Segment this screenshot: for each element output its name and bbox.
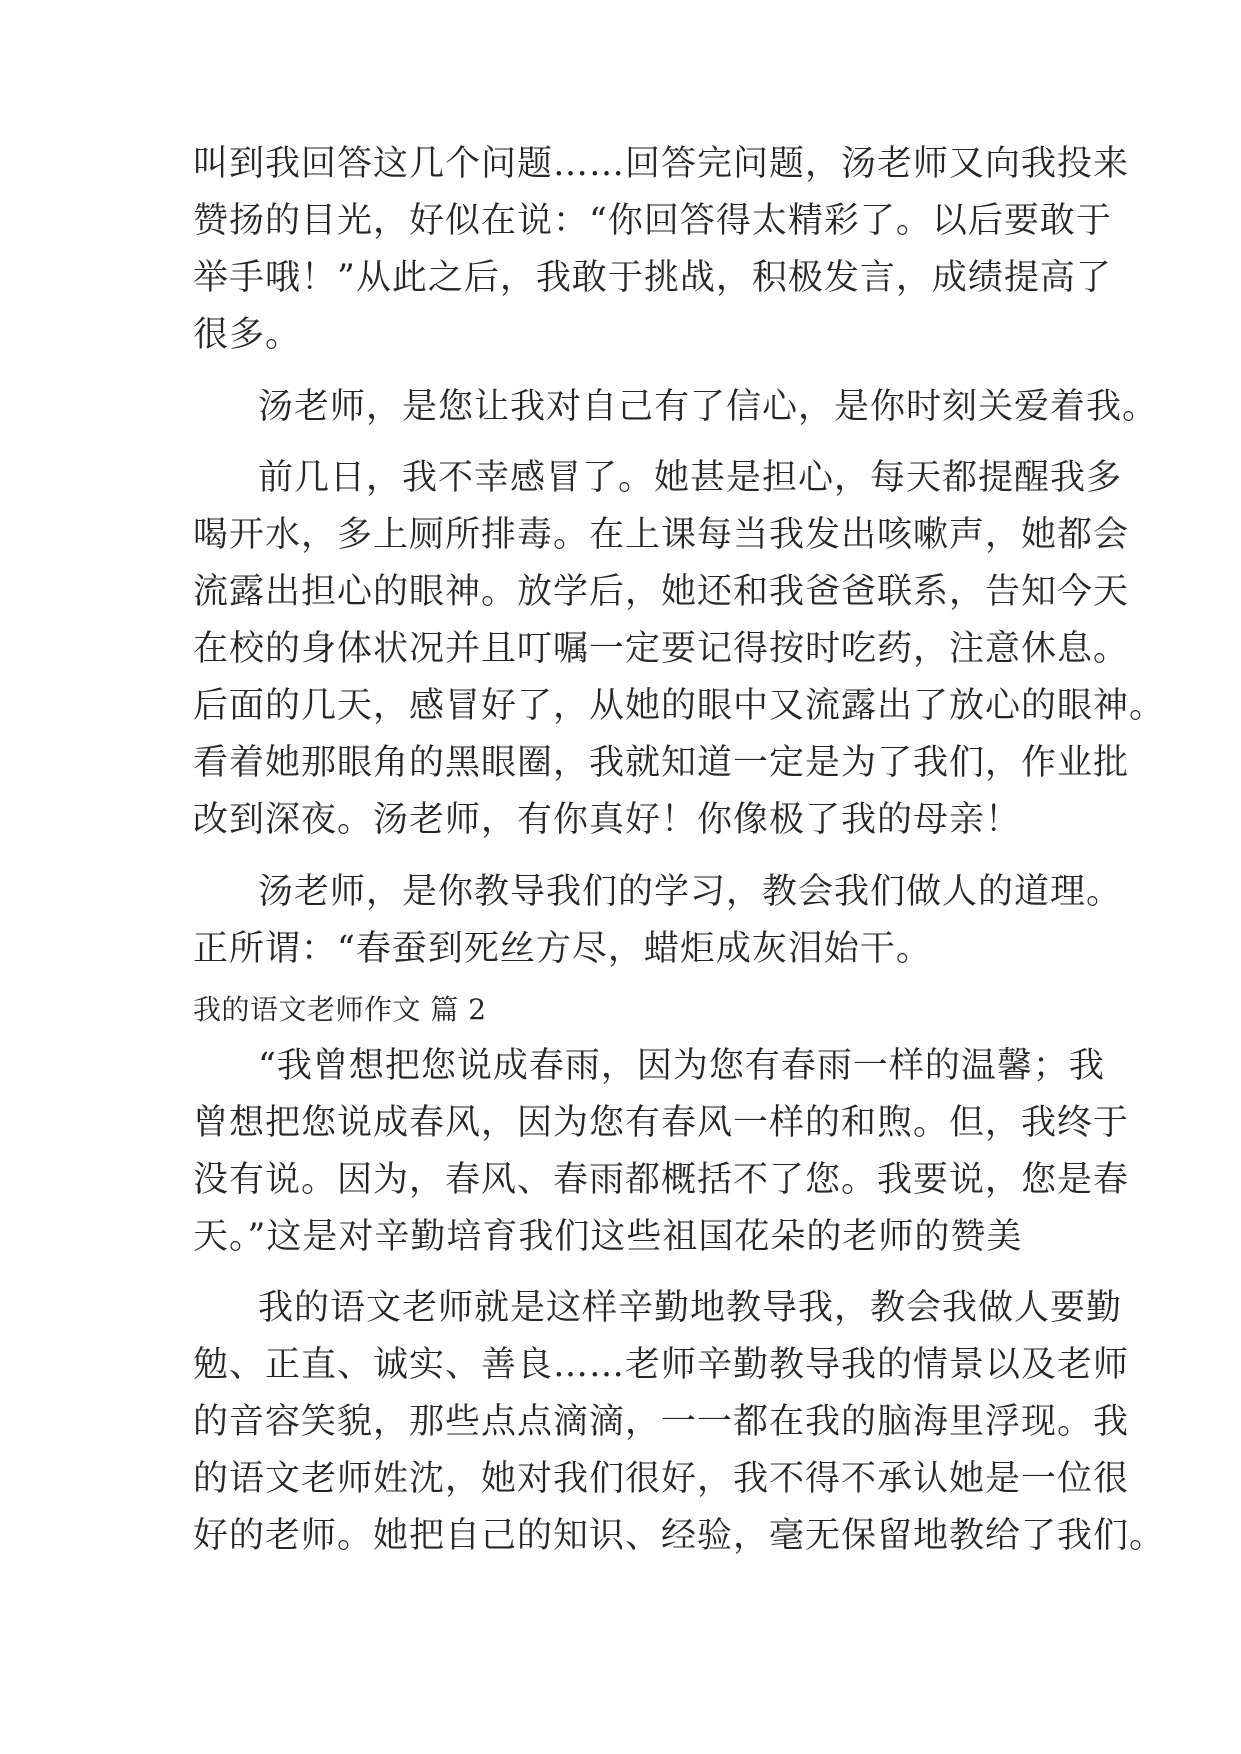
text-line: 赞扬的目光，好似在说：“你回答得太精彩了。以后要敢于: [193, 201, 1112, 241]
paragraph-first-line: “我曾想把您说成春雨，因为您有春雨一样的温馨；我: [258, 1046, 1105, 1086]
text-line: 没有说。因为，春风、春雨都概括不了您。我要说，您是春: [193, 1160, 1130, 1200]
text-line: 流露出担心的眼神。放学后，她还和我爸爸联系，告知今天: [193, 572, 1130, 612]
paragraph-first-line: 汤老师，是您让我对自己有了信心，是你时刻关爱着我。: [258, 387, 1159, 427]
text-line: 叫到我回答这几个问题……回答完问题，汤老师又向我投来: [193, 144, 1130, 184]
text-line: 喝开水，多上厕所排毒。在上课每当我发出咳嗽声，她都会: [193, 515, 1130, 555]
text-line: 好的老师。她把自己的知识、经验，毫无保留地教给了我们。: [193, 1516, 1166, 1556]
text-line: 改到深夜。汤老师，有你真好！你像极了我的母亲！: [193, 800, 1022, 840]
paragraph-first-line: 我的语文老师就是这样辛勤地教导我，教会我做人要勤: [258, 1288, 1123, 1328]
text-line: 在校的身体状况并且叮嘱一定要记得按时吃药，注意休息。: [193, 629, 1130, 669]
text-line: 看着她那眼角的黑眼圈，我就知道一定是为了我们，作业批: [193, 743, 1130, 783]
text-line: 后面的几天，感冒好了，从她的眼中又流露出了放心的眼神。: [193, 686, 1166, 726]
text-line: 的音容笑貌，那些点点滴滴，一一都在我的脑海里浮现。我: [193, 1402, 1130, 1442]
text-line: 举手哦！”从此之后，我敢于挑战，积极发言，成绩提高了: [193, 258, 1112, 298]
text-line: 的语文老师姓沈，她对我们很好，我不得不承认她是一位很: [193, 1459, 1130, 1499]
text-line: 正所谓：“春蚕到死丝方尽，蜡炬成灰泪始干。: [193, 929, 932, 969]
text-line: 很多。: [193, 315, 302, 355]
text-line: 勉、正直、诚实、善良……老师辛勤教导我的情景以及老师: [193, 1345, 1130, 1385]
paragraph-first-line: 前几日，我不幸感冒了。她甚是担心，每天都提醒我多: [258, 458, 1123, 498]
paragraph-first-line: 汤老师，是你教导我们的学习，教会我们做人的道理。: [258, 872, 1123, 912]
text-line: 曾想把您说成春风，因为您有春风一样的和煦。但，我终于: [193, 1103, 1130, 1143]
text-line: 天。”这是对辛勤培育我们这些祖国花朵的老师的赞美: [193, 1217, 1023, 1257]
section-heading: 我的语文老师作文 篇 2: [193, 993, 487, 1026]
